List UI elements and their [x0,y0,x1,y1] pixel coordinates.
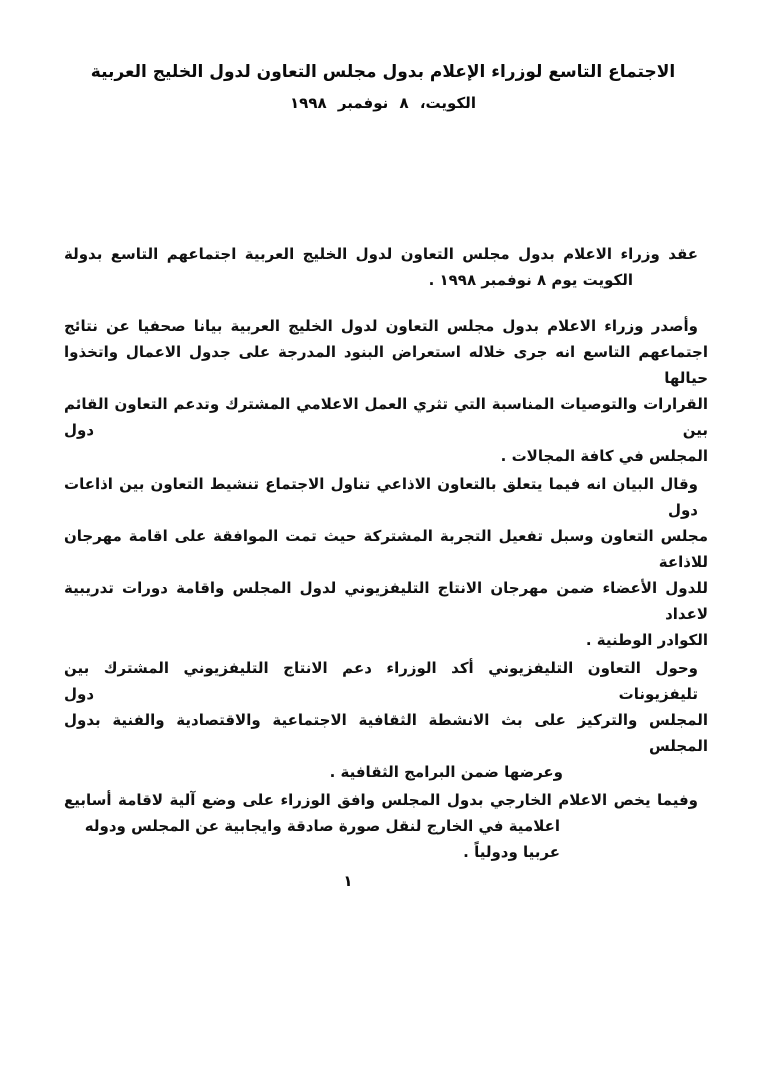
document-line: الكويت يوم ٨ نوفمبر ١٩٩٨ . [428,271,633,289]
document-line: المجلس في كافة المجالات . [500,447,708,465]
page-number: ١ [343,872,353,890]
document-line: اجتماعهم التاسع انه جرى خلاله استعراض البنود المدرجة على جدول الاعمال واتخذوا حيالها [64,343,708,387]
document-line: عقد وزراء الاعلام بدول مجلس التعاون لدول الخليج العربية اجتماعهم التاسع بدولة [64,245,698,263]
document-line: القرارات والتوصيات المناسبة التي تثري العمل الاعلامي المشترك وتدعم التعاون القائم بين دول [64,395,708,439]
document-line: وعرضها ضمن البرامج الثقافية . [329,763,563,781]
document-line: مجلس التعاون وسبل تفعيل التجربة المشتركة حيث تمت الموافقة على اقامة مهرجان للاذاعة [64,527,708,571]
page-footer [0,872,696,890]
paragraph-2 [64,313,708,469]
document-header [0,60,766,114]
paragraph-5 [64,787,708,865]
document-line: المجلس والتركيز على بث الانشطة الثقافية الاجتماعية والاقتصادية والفنية بدول المجلس [64,711,708,755]
document-title: الاجتماع التاسع لوزراء الإعلام بدول مجلس التعاون لدول الخليج العربية [90,62,676,82]
document-line: الكوادر الوطنية . [585,631,708,649]
document-line: اعلامية في الخارج لنقل صورة صادقة وايجابية عن المجلس ودوله عربيا ودولياً . [84,817,560,861]
document-line: وقال البيان انه فيما يتعلق بالتعاون الاذاعي تناول الاجتماع تنشيط التعاون بين اذاعات دول [64,475,698,519]
paragraph-3 [64,471,708,653]
paragraph-4 [64,655,708,785]
paragraph-1 [64,241,708,293]
document-body [64,241,708,867]
document-subtitle: الكويت، ٨ نوفمبر ١٩٩٨ [290,94,476,112]
document-line: للدول الأعضاء ضمن مهرجان الانتاج التليفزيوني لدول المجلس واقامة دورات تدريبية لاعداد [64,579,708,623]
document-line: وأصدر وزراء الاعلام بدول مجلس التعاون لدول الخليج العربية بيانا صحفيا عن نتائج [64,317,698,335]
document-line: وحول التعاون التليفزيوني أكد الوزراء دعم الانتاج التليفزيوني المشترك بين تليفزيونات دول [64,659,698,703]
document-line: وفيما يخص الاعلام الخارجي بدول المجلس وافق الوزراء على وضع آلية لاقامة أسابيع [64,791,698,809]
